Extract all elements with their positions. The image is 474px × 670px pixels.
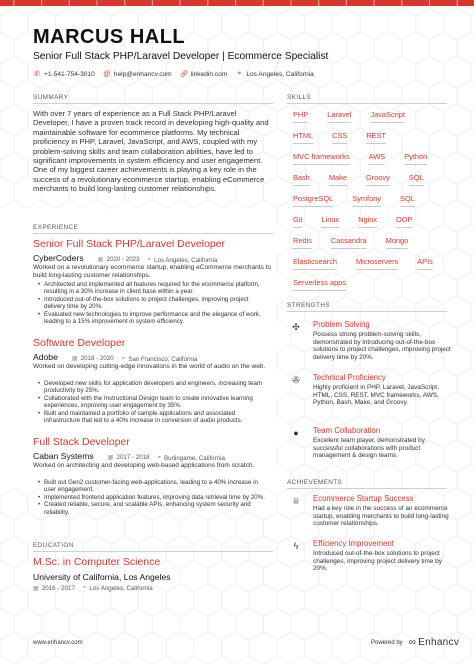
- achievement-title: Ecommerce Startup Success: [313, 494, 414, 503]
- hexagon-shape: [222, 584, 250, 616]
- hexagon-shape: [457, 512, 474, 544]
- hexagon-shape: [111, 632, 139, 664]
- hexagon-shape: [42, 512, 70, 544]
- hexagon-shape: [0, 176, 14, 208]
- hexagon-shape: [236, 80, 264, 112]
- hexagon-shape: [457, 32, 474, 64]
- hexagon-shape: [443, 296, 471, 328]
- job-meta-3: [33, 451, 233, 462]
- summary-text: With over 7 years of experience as a Full Stack PHP/Laravel Developer, I have a proven track record in developing high-quality and maintainable software for ecommerce platforms. My technical proficiency in PHP, Laravel, JavaScript, and AWS, coupled with my problem-solving skills and team collaboration abilities, have led to significant improvements in system efficiency and user engagement. One of my biggest career achievements is playing a key role in the success of a revolutionary ecommerce startup, enabling eCommerce merchants to build long-lasting customer relationships.: [33, 109, 269, 194]
- hexagon-shape: [333, 56, 361, 88]
- job-bullet: • Collaborated with the Instructional Design team to create innovative learning experiences, improving user engagement by 35%.: [38, 395, 270, 410]
- hexagon-shape: [416, 8, 444, 40]
- phone-icon: ✆: [34, 71, 40, 78]
- trophy-icon: ♕: [291, 496, 301, 506]
- location-icon: ⌖: [82, 584, 87, 591]
- team-icon: ●: [293, 428, 299, 438]
- hexagon-shape: [14, 608, 42, 640]
- hexagon-shape: [388, 296, 416, 328]
- hexagon-shape: [333, 584, 361, 616]
- skill-chip: Symfony: [352, 192, 381, 207]
- hexagon-shape: [0, 632, 28, 664]
- hexagon-shape: [416, 296, 444, 328]
- hexagon-shape: [291, 608, 319, 640]
- powered-by-text: Powered by: [371, 639, 403, 646]
- hexagon-shape: [443, 152, 471, 184]
- strengths-rule: [287, 311, 447, 312]
- hexagon-shape: [305, 8, 333, 40]
- hexagon-shape: [374, 32, 402, 64]
- summary-heading: SUMMARY: [33, 94, 69, 101]
- hexagon-shape: [319, 608, 347, 640]
- hexagon-shape: [402, 464, 430, 496]
- hexagon-shape: [333, 8, 361, 40]
- job-dates-3: ▦ 2017 - 2018: [107, 454, 150, 461]
- skill-chip: Cassandra: [331, 234, 367, 249]
- skill-chip: PostgreSQL: [293, 192, 333, 207]
- hexagon-shape: [14, 512, 42, 544]
- hexagon-shape: [457, 320, 474, 352]
- hexagon-shape: [166, 536, 194, 568]
- hexagon-shape: [194, 8, 222, 40]
- calendar-icon: ▦: [97, 256, 104, 263]
- experience-heading: EXPERIENCE: [33, 224, 79, 231]
- contact-bar: [33, 70, 322, 78]
- education-degree: M.Sc. in Computer Science: [33, 556, 161, 568]
- top-accent-bar: [0, 0, 474, 6]
- contact-phone-text: +1-541-754-3010: [44, 70, 95, 78]
- skills-rule: [287, 103, 447, 104]
- hexagon-shape: [0, 584, 28, 616]
- contact-location: [235, 70, 313, 78]
- job-bullet: • Built out Gen2 customer-facing web-applications, leading to a 40% increase in user engagement.: [38, 479, 270, 494]
- skill-chip: Nginx: [358, 213, 377, 228]
- strength-desc: Highly proficient in PHP, Laravel, JavaScript, HTML, CSS, REST, MVC frameworks, AWS, Python, Bash, Make, and Groovy.: [313, 384, 439, 407]
- skill-chip: SQL: [409, 171, 424, 186]
- hexagon-shape: [388, 56, 416, 88]
- skill-chip: Serverless apps: [293, 276, 346, 291]
- skill-chip: Bash: [293, 171, 310, 186]
- skill-chip: PHP: [293, 108, 308, 123]
- hexagon-shape: [346, 32, 374, 64]
- hexagon-shape: [222, 632, 250, 664]
- job-company-1: CyberCoders: [33, 253, 84, 263]
- hexagon-shape: [443, 8, 471, 40]
- hexagon-shape: [388, 584, 416, 616]
- hexagon-shape: [55, 632, 83, 664]
- summary-rule: [33, 103, 273, 104]
- hexagon-shape: [166, 584, 194, 616]
- hexagon-shape: [457, 272, 474, 304]
- hexagon-shape: [180, 80, 208, 112]
- hexagon-shape: [208, 80, 236, 112]
- hexagon-shape: [194, 584, 222, 616]
- job-meta-1: [33, 253, 225, 264]
- hexagon-shape: [305, 584, 333, 616]
- enhancv-logo-icon: ∞: [408, 637, 417, 648]
- hexagon-shape: [97, 80, 125, 112]
- hexagon-shape: [277, 584, 305, 616]
- hexagon-shape: [0, 536, 28, 568]
- candidate-name: MARCUS HALL: [33, 26, 186, 48]
- calendar-icon: ▦: [71, 355, 78, 362]
- strengths-heading: STRENGTHS: [287, 302, 331, 309]
- skill-chip: HTML: [293, 129, 313, 144]
- hexagon-shape: [69, 512, 97, 544]
- education-meta: [33, 584, 161, 592]
- hexagon-shape: [443, 584, 471, 616]
- hexagon-shape: [430, 32, 458, 64]
- hexagon-shape: [263, 560, 291, 592]
- skill-chip: REST: [366, 129, 386, 144]
- skill-chip: CSS: [332, 129, 347, 144]
- hexagon-shape: [457, 176, 474, 208]
- contact-location-text: Los Angeles, California: [246, 70, 314, 78]
- hexagon-shape: [360, 8, 388, 40]
- job-bullet: • Developed new skills for application developers and engineers, increasing team productivity by 25%.: [38, 380, 270, 395]
- location-icon: ⌖: [157, 454, 162, 461]
- puzzle-icon: ✣: [292, 322, 300, 332]
- job-bullets-2: [38, 380, 270, 424]
- job-location-3: ⌖ Burlingame, California: [157, 454, 225, 462]
- hexagon-shape: [152, 512, 180, 544]
- education-dates: ▦ 2016 - 2017: [33, 584, 75, 592]
- hexagon-shape: [305, 632, 333, 664]
- skills-heading: SKILLS: [287, 94, 312, 101]
- job-dates-2: ▦ 2018 - 2020: [71, 355, 114, 362]
- skill-chip: APIs: [417, 255, 433, 270]
- hexagon-shape: [457, 368, 474, 400]
- hexagon-shape: [97, 512, 125, 544]
- hexagon-shape: [0, 80, 14, 112]
- hexagon-shape: [83, 632, 111, 664]
- hexagon-shape: [194, 632, 222, 664]
- hexagon-shape: [236, 560, 264, 592]
- hexagon-shape: [277, 8, 305, 40]
- hexagon-shape: [0, 488, 28, 520]
- hexagon-shape: [139, 632, 167, 664]
- hexagon-shape: [457, 80, 474, 112]
- hexagon-shape: [443, 56, 471, 88]
- hexagon-shape: [277, 344, 305, 376]
- job-description-1: Worked on a revolutionary ecommerce startup, enabling eCommerce merchants to build long-lasting customer relationships.: [33, 264, 271, 279]
- skill-chip: Redis: [293, 234, 312, 249]
- bolt-icon: ϟ: [293, 541, 299, 551]
- skill-chip: Python: [404, 150, 427, 165]
- hexagon-shape: [249, 584, 277, 616]
- hexagon-shape: [263, 512, 291, 544]
- calendar-icon: ▦: [33, 584, 39, 592]
- achievement-title: Efficiency Improvement: [313, 539, 394, 548]
- hexagon-shape: [277, 392, 305, 424]
- job-bullet: • Architected and implemented all features required for the ecommerce platform, resulting in a 30% increase in client base within a year.: [38, 281, 270, 296]
- contact-linkedin-text: linkedin.com: [190, 70, 228, 78]
- skill-chip: Groovy: [366, 171, 390, 186]
- skill-chip: Microservers: [356, 255, 398, 270]
- achievements-rule: [287, 488, 447, 489]
- job-bullet: • Built and maintained a portfolio of sample applications and associated infrastructure that led to a 40% increase in conversion of audio products.: [38, 410, 270, 425]
- skills-list: [287, 108, 447, 297]
- hexagon-shape: [152, 80, 180, 112]
- job-bullet: • Introduced out-of-the-box solutions to project challenges, improving project delivery time by 20%.: [38, 296, 270, 311]
- skill-chip: Git: [293, 213, 302, 228]
- job-bullets-3: [38, 479, 270, 516]
- skill-chip: MVC frameworks: [293, 150, 350, 165]
- hexagon-shape: [346, 608, 374, 640]
- job-bullets-1: [38, 281, 270, 325]
- strength-title: Technical Proficiency: [313, 373, 386, 382]
- job-bullet: • Created reliable, secure, and scalable APIs, enhancing system security and reliability.: [38, 501, 270, 516]
- hexagon-shape: [0, 8, 28, 40]
- hexagon-shape: [97, 608, 125, 640]
- hexagon-shape: [249, 8, 277, 40]
- hexagon-shape: [443, 248, 471, 280]
- hexagon-shape: [457, 608, 474, 640]
- strength-desc: Possess strong problem-solving skills, demonstrated by introducing out-of-the-box solutions to project challenges, improving project delivery time by 20%.: [313, 331, 451, 361]
- skill-chip: Linux: [321, 213, 339, 228]
- hexagon-shape: [457, 560, 474, 592]
- hexagon-shape: [0, 56, 28, 88]
- contact-phone[interactable]: [33, 70, 95, 78]
- location-icon: ⌖: [237, 70, 242, 77]
- hexagon-shape: [222, 536, 250, 568]
- hexagon-shape: [360, 56, 388, 88]
- job-bullet: • Evaluated new technologies to improve performance and the elegance of work, leading to a 15% improvement in system efficiency.: [38, 311, 270, 326]
- hexagon-shape: [416, 584, 444, 616]
- hexagon-shape: [28, 632, 56, 664]
- hexagon-shape: [180, 560, 208, 592]
- hexagon-shape: [0, 32, 14, 64]
- achievement-desc: Had a key role in the success of an ecommerce startup, enabling merchants to build long-lasting customer relationships.: [313, 505, 449, 528]
- hexagon-shape: [430, 608, 458, 640]
- hexagon-shape: [194, 536, 222, 568]
- education-heading: EDUCATION: [33, 542, 74, 549]
- hexagon-shape: [125, 512, 153, 544]
- link-icon: 🔗︎: [179, 71, 189, 78]
- job-dates-1: ▦ 2020 - 2023: [97, 256, 140, 263]
- education-location: ⌖ Los Angeles, California: [82, 584, 153, 592]
- hexagon-shape: [374, 608, 402, 640]
- location-icon: ⌖: [147, 256, 152, 263]
- hexagon-shape: [277, 440, 305, 472]
- hexagon-shape: [222, 8, 250, 40]
- enhancv-logo-text: Enhancv: [418, 637, 460, 648]
- hexagon-shape: [443, 104, 471, 136]
- experience-rule: [33, 233, 273, 234]
- wrench-icon: ✇: [292, 375, 300, 385]
- skill-chip: Laravel: [327, 108, 351, 123]
- candidate-title: Senior Full Stack PHP/Laravel Developer | Ecommerce Specialist: [33, 51, 329, 62]
- hexagon-shape: [374, 464, 402, 496]
- hexagon-shape: [0, 512, 14, 544]
- skill-chip: Mongo: [386, 234, 409, 249]
- hexagon-shape: [236, 608, 264, 640]
- hexagon-shape: [42, 608, 70, 640]
- hexagon-shape: [457, 464, 474, 496]
- at-icon: @: [103, 70, 111, 78]
- hexagon-shape: [263, 608, 291, 640]
- hexagon-shape: [457, 128, 474, 160]
- hexagon-shape: [236, 512, 264, 544]
- strength-title: Problem Solving: [313, 320, 370, 329]
- hexagon-shape: [457, 224, 474, 256]
- skill-chip: OOP: [396, 213, 412, 228]
- hexagon-shape: [457, 416, 474, 448]
- contact-email[interactable]: [103, 71, 172, 78]
- hexagon-shape: [416, 56, 444, 88]
- education-school: University of California, Los Angeles: [33, 572, 171, 582]
- hexagon-shape: [166, 632, 194, 664]
- job-title-2: Software Developer: [33, 337, 126, 349]
- hexagon-shape: [360, 584, 388, 616]
- skill-chip: SQL: [400, 192, 415, 207]
- achievements-heading: ACHIEVEMENTS: [287, 479, 343, 486]
- skill-chip: AWS: [369, 150, 386, 165]
- hexagon-shape: [208, 560, 236, 592]
- achievement-desc: Introduced out-of-the-box solutions to project challenges, improving project delivery time by 20%.: [313, 550, 442, 573]
- footer-branding: [371, 637, 459, 648]
- job-description-3: Worked on architecting and developing web-based applications from scratch.: [33, 462, 255, 469]
- hexagon-shape: [402, 32, 430, 64]
- strength-title: Team Collaboration: [313, 426, 381, 435]
- hexagon-shape: [0, 608, 14, 640]
- education-rule: [33, 551, 273, 552]
- job-meta-2: [33, 352, 205, 363]
- hexagon-shape: [125, 608, 153, 640]
- hexagon-shape: [0, 128, 14, 160]
- hexagon-shape: [69, 80, 97, 112]
- hexagon-shape: [249, 632, 277, 664]
- job-bullet: • Implemented frontend application features, improving data retrieval time by 20%.: [38, 494, 270, 501]
- hexagon-shape: [249, 536, 277, 568]
- hexagon-shape: [430, 464, 458, 496]
- calendar-icon: ▦: [107, 454, 114, 461]
- skill-chip: Make: [329, 171, 347, 186]
- hexagon-shape: [388, 8, 416, 40]
- contact-email-text: help@enhancv.com: [113, 70, 172, 78]
- hexagon-shape: [208, 608, 236, 640]
- hexagon-shape: [125, 80, 153, 112]
- hexagon-shape: [180, 512, 208, 544]
- hexagon-shape: [443, 200, 471, 232]
- hexagon-shape: [0, 152, 28, 184]
- job-title-3: Full Stack Developer: [33, 436, 130, 448]
- skill-chip: JavaScript: [370, 108, 405, 123]
- strength-desc: Excellent team player, demonstrated by successful collaborations with product management & design teams.: [313, 437, 425, 460]
- job-location-1: ⌖ Los Angeles, California: [147, 256, 218, 264]
- job-location-2: ⌖ San Francisco, California: [121, 355, 198, 363]
- contact-linkedin[interactable]: [180, 70, 228, 78]
- job-title-1: Senior Full Stack PHP/Laravel Developer: [33, 238, 226, 250]
- hexagon-shape: [69, 608, 97, 640]
- hexagon-shape: [333, 632, 361, 664]
- hexagon-shape: [152, 608, 180, 640]
- hexagon-shape: [0, 104, 28, 136]
- hexagon-shape: [346, 464, 374, 496]
- hexagon-shape: [208, 512, 236, 544]
- hexagon-shape: [180, 608, 208, 640]
- hexagon-shape: [277, 632, 305, 664]
- footer-website[interactable]: www.enhancv.com: [33, 640, 83, 646]
- hexagon-shape: [402, 608, 430, 640]
- job-company-2: Adobe: [33, 352, 58, 362]
- job-description-2: Worked on developing cutting-edge innovations in the world of audio on the web.: [33, 363, 266, 370]
- location-icon: ⌖: [121, 355, 126, 362]
- enhancv-logo[interactable]: [409, 637, 459, 648]
- job-company-3: Caban Systems: [33, 451, 94, 461]
- skill-chip: Elasticsearch: [293, 255, 337, 270]
- hexagon-shape: [0, 560, 14, 592]
